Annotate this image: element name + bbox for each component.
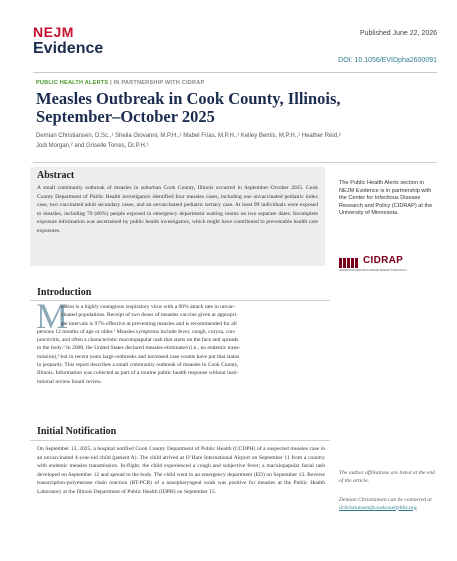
article-title — [36, 90, 416, 126]
affiliations-note: The author affiliations are listed at the end of the article. — [339, 470, 435, 484]
section-kicker — [36, 80, 204, 86]
cidrap-logo[interactable] — [339, 252, 435, 274]
author-line: Jodi Morgan,² and Griselle Torres, Dr.P.H.¹ — [36, 143, 149, 149]
intro-line: persons 12 months of age or older.¹ Measles symptoms include fever, cough, coryza, con- — [37, 328, 236, 335]
intro-line: tutional review board review. — [37, 378, 102, 385]
intro-line: cinated populations. Receipt of two doses of measles vaccine given at appropri- — [61, 312, 238, 319]
logo-evidence-text: Evidence — [33, 40, 104, 57]
author-list — [36, 131, 436, 151]
title-divider — [33, 162, 437, 163]
introduction-text — [37, 303, 322, 386]
contact-email-link[interactable]: dchristiansen@cookcountyhhs.org — [339, 504, 417, 511]
intro-line: Illinois. Information was collected as part of a routine public health response without insti- — [37, 370, 239, 377]
initial-notification-heading: Initial Notification — [37, 426, 117, 437]
cidrap-tagline: CENTER FOR INFECTIOUS DISEASE RESEARCH AND POLICY — [339, 270, 407, 272]
published-date: Published June 22, 2026 — [359, 30, 437, 37]
drop-cap: M — [36, 296, 69, 336]
kicker-section[interactable]: PUBLIC HEALTH ALERTS — [36, 80, 109, 86]
nejm-evidence-logo[interactable] — [33, 25, 103, 58]
kicker-partner: | IN PARTNERSHIP WITH CIDRAP — [108, 80, 205, 86]
intro-line: ate intervals is 97% effective at preventing measles and is recommended for all — [61, 320, 237, 327]
introduction-heading: Introduction — [37, 287, 92, 298]
contact-note — [339, 497, 439, 512]
contact-prefix: Demian Christiansen can be contacted at — [339, 497, 432, 503]
logo-nejm-text: NEJM — [33, 24, 74, 40]
contact-suffix: . — [416, 504, 418, 511]
doi-link[interactable]: DOI: 10.1056/EVIDpha2600091 — [338, 57, 437, 64]
intro-line: mission),³ but in recent years large outbreaks and increased case counts have put that status — [37, 353, 240, 360]
cidrap-wordmark: CIDRAP — [363, 255, 404, 266]
introduction-divider — [30, 300, 330, 301]
author-line: Demian Christiansen, D.Sc.,¹ Sheila Giovanni, M.P.H.,¹ Mabel Frias, M.P.H.,¹ Kelley Bemis, M.P.H.,¹ Heather Reid,² — [36, 133, 341, 139]
intro-line: easles is a highly contagious respiratory virus with a 90% attack rate in unvac- — [61, 304, 236, 310]
cidrap-bars-icon — [339, 258, 361, 268]
notification-divider — [30, 440, 330, 441]
cidrap-partnership-note: The Public Health Alerts section in NEJM Evidence is in partnership with the Center for Infectious Disease Research and Policy (CIDRAP) at the University of Minnesota. — [339, 180, 433, 217]
abstract-heading: Abstract — [37, 170, 75, 181]
title-line: Measles Outbreak in Cook County, Illinois, — [36, 89, 341, 108]
intro-line: to the body.² In 2000, the United States declared measles eliminated (i.e., no endemic trans- — [37, 345, 241, 352]
initial-notification-text: On September 13, 2025, a hospital notified Cook County Department of Public Health (CCDPH) of a suspected measles case in an unvaccinated 4-year-old child (patient A). The child arrived at O’Hare International Airport on September 11 from a country with endemic measles transmission. In-flight, the child experienced a cough and subjective fever; a maculopapular facial rash developed on September 12 and spread to the body. The child went to an emergency department (ED) on September 13. Reverse transcription-polymerase chain reaction (RT-PCR) of a nasopharyngeal swab was positive for measles at the Public Health Laboratory at the Illinois Department of Public Health (IDPH) on September 15. — [37, 446, 325, 495]
header-divider — [33, 72, 437, 73]
title-line: September–October 2025 — [36, 107, 215, 126]
abstract-text: A small community outbreak of measles in suburban Cook County, Illinois occurred in September–October 2025. Cook County Department of Public Health investigators identified four measles cases, including one unvaccinated pediatric index case, two vaccinated adult secondary cases, and an unvaccinated pediatric tertiary case. At least 99 individuals were exposed to measles, including 79 (80%) people exposed in emergency department waiting rooms on two separate dates. Incomplete exposure information was ascertained by public health investigators, which might have contributed to preventable health care exposures. — [37, 185, 318, 234]
intro-line: junctivitis, and often a characteristic maculopapular rash that starts on the face and spreads — [37, 337, 239, 344]
intro-line: in jeopardy. This report describes a small community outbreak of measles in Cook County, — [37, 362, 239, 369]
